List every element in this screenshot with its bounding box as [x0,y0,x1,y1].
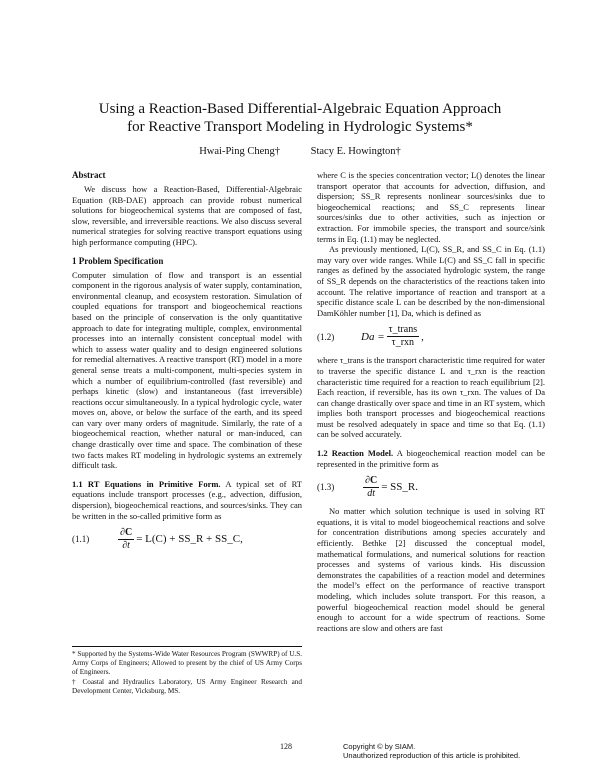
equation-1-3 [317,475,545,500]
equation-1-3-math [361,475,418,500]
section-1-2-heading: 1.2 Reaction Model. [317,448,394,459]
section-1-paragraph: Computer simulation of flow and transport is an essential component in the rigorous analysis of water supply, contamination, environmental cleanup, and ecosystem restoration. Simulation of coupled equations for transport and biogeochemical reactions based on the principle of conservation is the only quantitative approach to date for integrating multiple, complex, environmental processes into an internally consistent conceptual model with which to assess water quality and to design engineered solutions for remedial alternatives. A reactive transport (RT) model in a more general sense treats a multi-component, multi-species system in which a number of equilibrium-controlled (fast reversible) and perhaps kinetic (slow) and instantaneous (fast irreversible) reactions occur simultaneously. In a typical hydrologic cycle, water moves on, above, or below the surface of the earth, and its speed can vary over many orders of magnitude. Similarly, the rate of a biogeochemical reaction, whether natural or man-induced, can change drastically over time and space. The combination of these two facts makes RT modeling in hydrologic systems an extremely difficult task. [72,269,302,471]
section-1-1-text: A typical set of RT equations include transport processes (e.g., advection, diffusion, dispersion), biogeochemical reactions, and sources/sinks. They can be written in the so-called primitive form as [72,478,302,521]
abstract-text: We discuss how a Reaction-Based, Differential-Algebraic Equation (RB-DAE) approach can provide robust numerical solutions for biogeochemical systems that are composed of fast, slow, reversible, and irreversible reactions. We also discuss several numerical strategies for solving reactive transport equations using high performance computing (HPC). [72,184,302,247]
equation-1-3-number: (1.3) [317,482,335,493]
footnote-1: * Supported by the Systems-Wide Water Resources Program (SWWRP) of U.S. Army Corps of Engineers; Allowed to present by the chief of US Army Corps of Engineers. [72,650,302,676]
footnote-2: † Coastal and Hydraulics Laboratory, US Army Engineer Research and Development Center, Vicksburg, MS. [72,678,302,695]
equation-1-2-number: (1.2) [317,331,335,342]
right-paragraph-1: where C is the species concentration vector; L() denotes the linear transport operator that accounts for advection, diffusion, and dispersion; SS_R represents nonlinear sources/sinks due to biogeochemical reactions; and SS_C represents linear sources/sinks due to other activities, such as injection or extraction. For immobile species, the transport and source/sink terms in Eq. (1.1) may be neglected. [317,170,545,244]
equation-1-2-math: Da = $\frac{\text{τ\_trans}}{\text{τ\_rxn}}$ , [361,324,424,349]
authors [0,146,600,157]
equation-1-2-lhs: Da = [361,330,385,343]
page-number: 128 [280,742,292,751]
author-1: Hwai-Ping Cheng† [199,146,281,157]
copyright-notice [343,742,520,760]
section-1-heading: 1 Problem Specification [72,255,164,266]
section-1-2-text: A biogeochemical reaction model can be represented in the primitive form as [317,448,545,469]
author-2: Stacy E. Howington† [310,146,401,157]
abstract-heading: Abstract [72,170,106,180]
equation-1-3-lhs: $\frac{\partial C}{dt}$ [365,475,378,500]
paper-title [0,100,600,136]
equation-1-1 [72,527,302,552]
right-paragraph-2: As previously mentioned, L(C), SS_R, and SS_C in Eq. (1.1) may vary over wide ranges. While L(C) and SS_C fall in specific ranges as defined by the associated hydrologic system, the range of SS_R depends on the characteristics of the reactions taken into account. The relative importance of reaction and transport at a specific distance scale L can be described by the non-dimensional DamKöhler number [1], Da, which is defined as [317,244,545,318]
right-column [317,170,545,633]
equation-1-1-rhs: = L(C) + SS_R + SS_C, [136,533,243,546]
footnotes [72,646,302,697]
equation-1-2 [317,324,545,349]
equation-1-1-lhs: $\frac{\partial C}{\partial t}$ [120,527,133,552]
equation-1-1-number: (1.1) [72,534,90,545]
equation-1-2-fraction [387,324,419,349]
equation-1-1-math [116,527,243,552]
right-paragraph-3: where τ_trans is the transport characteristic time required for water to traverse the specific distance L and τ_rxn is the reaction characteristic time required for a reaction to reach equilibrium [2]. Each reaction, if reversible, has its own τ_rxn. The values of Da can change drastically over space and time in an RT system, which implies both transport processes and biogeochemical reactions must be resolved adequately in space and time so that Eq. (1.1) can be solved accurately. [317,355,545,440]
equation-1-2-denominator: τ_rxn [391,337,415,349]
section-1-1-paragraph [72,479,302,521]
title-line-2: for Reactive Transport Modeling in Hydrologic Systems* [127,119,473,135]
copyright-line-1: Copyright © by SIAM. [343,742,416,751]
section-1-2-paragraph [317,448,545,469]
section-1-1-heading: 1.1 RT Equations in Primitive Form. [72,478,221,489]
equation-1-3-rhs: = SS_R. [381,481,418,494]
equation-1-2-numerator: τ_trans [388,324,418,336]
right-paragraph-4: No matter which solution technique is used in solving RT equations, it is vital to model biogeochemical reactions and solve for concentration distributions among species accurately and efficiently. Bethke [2] discussed the conceptual model, mathematical formulations, and numerical solutions for reaction processes and systems of various kinds. His discussion demonstrates the capabilities of a reaction model and determines the model’s effect on the performance of reactive transport modeling, which includes solute transport. For this reason, a powerful biogeochemical reaction model should be general enough to account for a wide spectrum of reactions. Some reactions are slow and others are fast [317,506,545,633]
left-column [72,170,302,558]
copyright-line-2: Unauthorized reproduction of this article is prohibited. [343,751,521,760]
title-line-1: Using a Reaction-Based Differential-Algebraic Equation Approach [98,101,502,117]
